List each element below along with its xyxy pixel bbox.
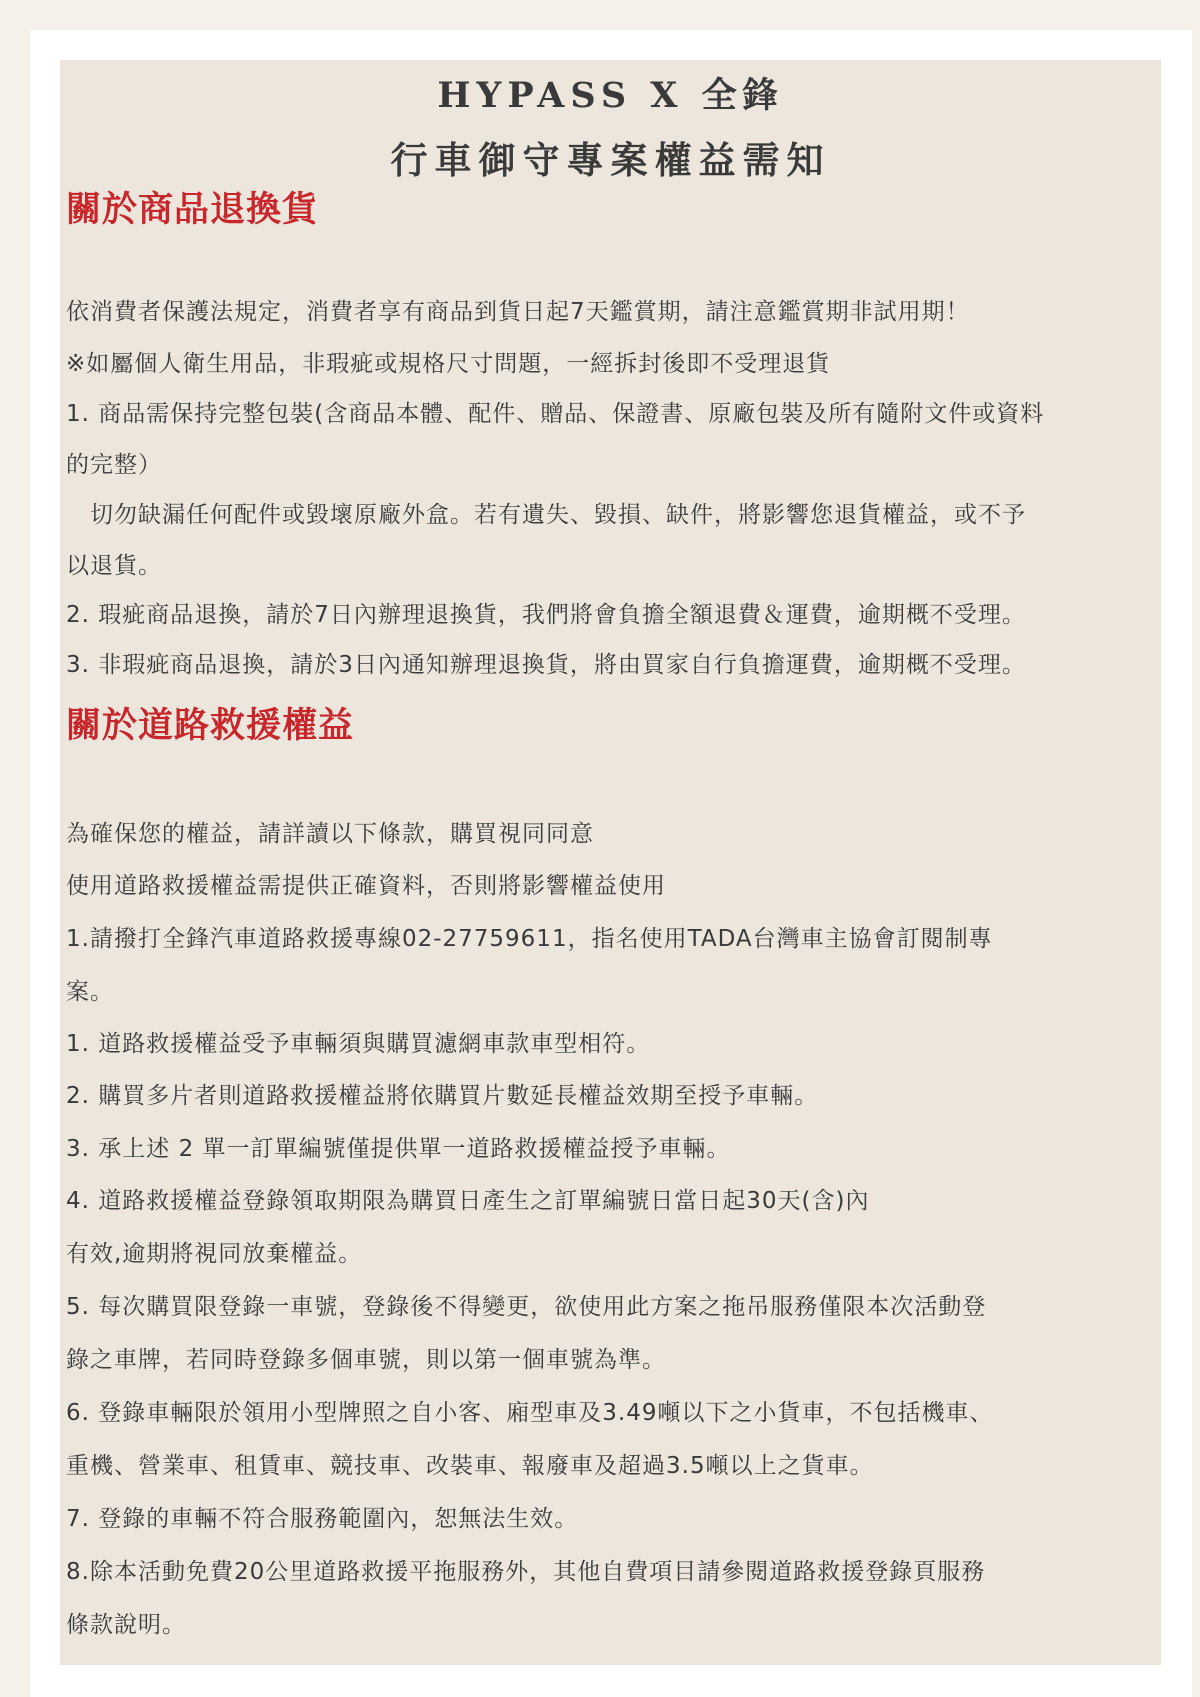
returns-line: 的完整） — [66, 452, 162, 478]
roadside-line: 6. 登錄車輛限於領用小型牌照之自小客、廂型車及3.49噸以下之小貨車，不包括機車、 — [66, 1400, 994, 1426]
section-heading-returns: 關於商品退換貨 — [66, 190, 319, 230]
roadside-line: 錄之車牌，若同時登錄多個車號，則以第一個車號為準。 — [66, 1347, 666, 1373]
returns-line: ※如屬個人衛生用品，非瑕疵或規格尺寸問題，一經拆封後即不受理退貨 — [66, 351, 831, 377]
returns-line: 切勿缺漏任何配件或毀壞原廠外盒。若有遺失、毀損、缺件，將影響您退貨權益，或不予 — [66, 502, 1026, 528]
roadside-line: 重機、營業車、租賃車、競技車、改裝車、報廢車及超過3.5噸以上之貨車。 — [66, 1453, 874, 1479]
returns-line: 3. 非瑕疵商品退換，請於3日內通知辦理退換貨，將由買家自行負擔運費，逾期概不受理。 — [66, 652, 1026, 678]
title-brand: HYPASS X 全鋒 — [437, 75, 784, 116]
roadside-line: 為確保您的權益，請詳讀以下條款，購買視同同意 — [66, 821, 594, 847]
section-heading-roadside: 關於道路救援權益 — [66, 706, 355, 746]
roadside-line: 使用道路救援權益需提供正確資料，否則將影響權益使用 — [66, 873, 666, 899]
roadside-line: 有效,逾期將視同放棄權益。 — [66, 1241, 363, 1267]
roadside-line: 3. 承上述 2 單一訂單編號僅提供單一道路救援權益授予車輛。 — [66, 1136, 731, 1162]
roadside-line: 2. 購買多片者則道路救援權益將依購買片數延長權益效期至授予車輛。 — [66, 1083, 819, 1109]
returns-line: 2. 瑕疵商品退換，請於7日內辦理退換貨，我們將會負擔全額退費＆運費，逾期概不受理。 — [66, 602, 1026, 628]
roadside-line: 8.除本活動免費20公里道路救援平拖服務外，其他自費項目請參閱道路救援登錄頁服務 — [66, 1559, 986, 1585]
roadside-line: 5. 每次購買限登錄一車號，登錄後不得變更，欲使用此方案之拖吊服務僅限本次活動登 — [66, 1294, 987, 1320]
returns-line: 1. 商品需保持完整包裝(含商品本體、配件、贈品、保證書、原廠包裝及所有隨附文件或資料 — [66, 401, 1045, 427]
roadside-line: 條款說明。 — [66, 1612, 186, 1638]
roadside-line: 1.請撥打全鋒汽車道路救援專線02-27759611，指名使用TADA台灣車主協會訂閱制專 — [66, 926, 993, 952]
returns-line: 依消費者保護法規定，消費者享有商品到貨日起7天鑑賞期，請注意鑑賞期非試用期！ — [66, 299, 970, 325]
returns-line: 以退貨。 — [66, 553, 162, 579]
roadside-line: 7. 登錄的車輛不符合服務範圍內，恕無法生效。 — [66, 1506, 579, 1532]
notice-panel — [60, 60, 1161, 1665]
roadside-line: 4. 道路救援權益登錄領取期限為購買日產生之訂單編號日當日起30天(含)內 — [66, 1188, 870, 1214]
roadside-line: 案。 — [66, 979, 114, 1005]
title-main: 行車御守專案權益需知 — [390, 139, 831, 182]
roadside-line: 1. 道路救援權益受予車輛須與購買濾網車款車型相符。 — [66, 1031, 651, 1057]
